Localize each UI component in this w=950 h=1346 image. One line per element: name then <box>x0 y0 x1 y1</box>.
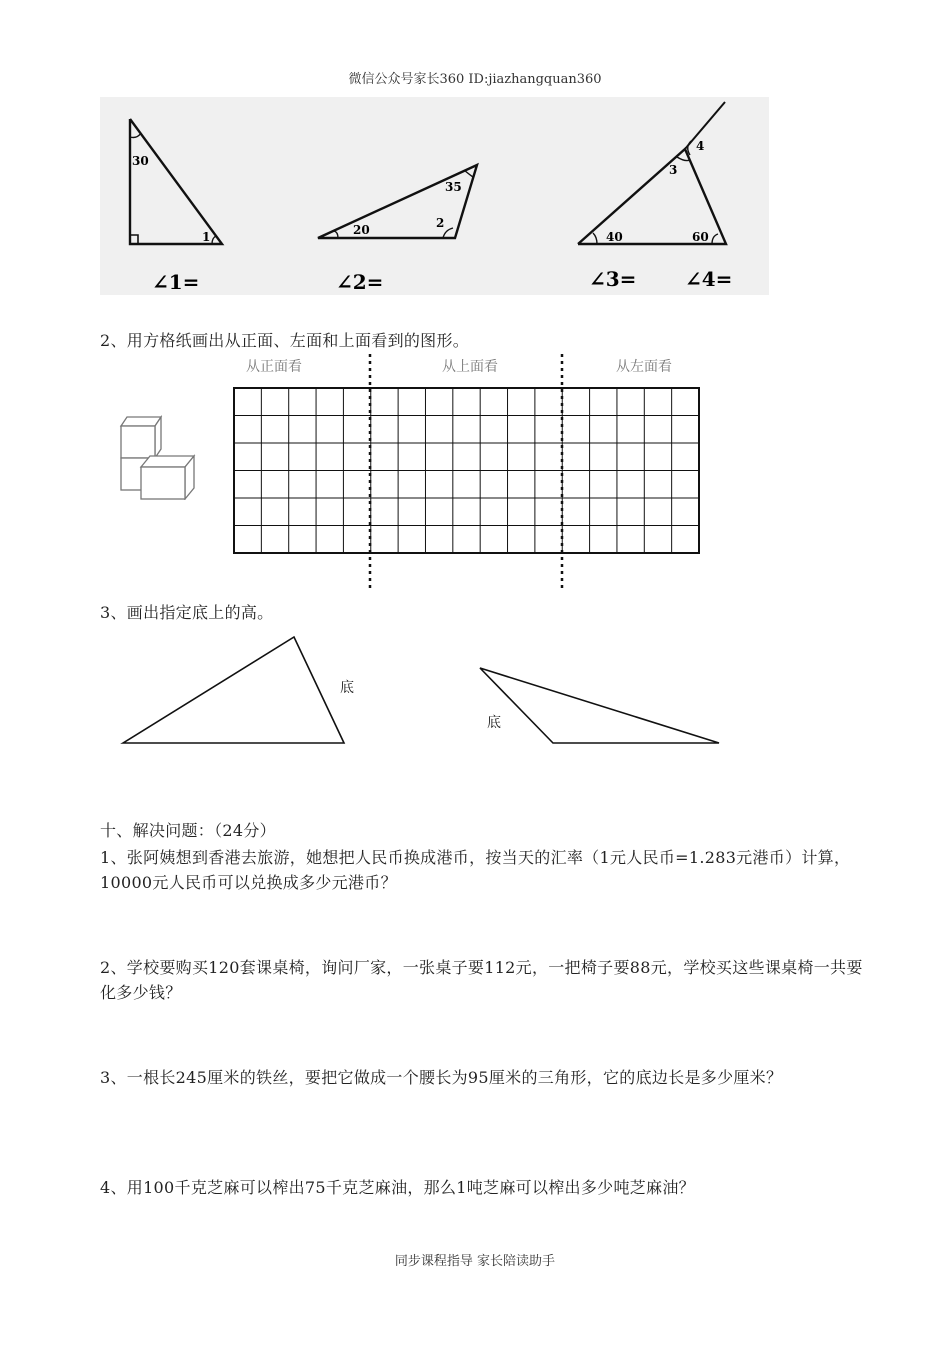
page-footer: 同步课程指导 家长陪读助手 <box>394 1254 556 1269</box>
triangle-1 <box>130 119 222 294</box>
angles-figure <box>100 97 769 295</box>
answer-angle-4: ∠4= <box>685 267 733 291</box>
base-label-2: 底 <box>487 715 501 731</box>
question-2-text: 2、用方格纸画出从正面、左面和上面看到的图形。 <box>100 331 470 350</box>
altitude-triangle-2 <box>480 668 719 743</box>
triangle-2-angle2-arc <box>443 228 453 238</box>
cube-stack-figure <box>112 410 202 500</box>
answer-angle-1: ∠1= <box>152 270 200 294</box>
triangle-2-angle-b-label: 35 <box>445 180 462 194</box>
cube-top-front <box>121 426 155 458</box>
triangle-3-target-b-label: 4 <box>696 139 705 153</box>
triangle-1-target-label: 1 <box>202 230 211 244</box>
triangle-1-angle-label: 30 <box>132 154 149 168</box>
problem-2: 2、学校要购买120套课桌椅，询问厂家，一张桌子要112元，一把椅子要88元，学校买这些课桌椅一共要化多少钱？ <box>100 958 863 1002</box>
view-label-left: 从左面看 <box>616 359 672 375</box>
problem-3: 3、一根长245厘米的铁丝，要把它做成一个腰长为95厘米的三角形，它的底边长是多少厘米？ <box>100 1068 783 1087</box>
base-label-1: 底 <box>340 680 354 696</box>
problem-1: 1、张阿姨想到香港去旅游，她想把人民币换成港币，按当天的汇率（1元人民币=1.283元港币）计算，10000元人民币可以兑换成多少元港币？ <box>100 848 851 892</box>
triangle-2-outline <box>318 165 477 238</box>
angles-figure-panel <box>100 97 769 295</box>
question-3-text: 3、画出指定底上的高。 <box>100 603 274 622</box>
triangle-1-outline <box>130 119 222 244</box>
triangle-2 <box>318 165 477 294</box>
triangle-3-angle-b-label: 60 <box>692 230 709 244</box>
section-10-title: 十、解决问题：（24分） <box>100 821 276 840</box>
view-label-front: 从正面看 <box>246 359 302 375</box>
triangle-2-target-label: 2 <box>436 216 445 230</box>
triangle-3 <box>578 102 732 291</box>
grid-paper <box>230 352 705 592</box>
answer-angle-3: ∠3= <box>589 267 637 291</box>
triangle-3-angle40-arc <box>593 233 597 244</box>
triangle-3-angle-a-label: 40 <box>606 230 623 244</box>
answer-angle-2: ∠2= <box>336 270 384 294</box>
triangle-3-angle60-arc <box>712 234 718 244</box>
altitude-triangles-figure <box>118 630 728 755</box>
cube-right-front <box>141 467 185 499</box>
page-header: 微信公众号家长360 ID:jiazhangquan360 <box>348 72 602 87</box>
view-label-top: 从上面看 <box>442 359 498 375</box>
triangle-2-angle-a-label: 20 <box>353 223 370 237</box>
triangle-2-angle35-arc <box>464 170 473 177</box>
cube-top-face <box>121 417 161 426</box>
problem-4: 4、用100千克芝麻可以榨出75千克芝麻油，那么1吨芝麻可以榨出多少吨芝麻油？ <box>100 1178 695 1197</box>
triangle-3-target-a-label: 3 <box>669 163 678 177</box>
altitude-triangle-1 <box>123 637 344 743</box>
